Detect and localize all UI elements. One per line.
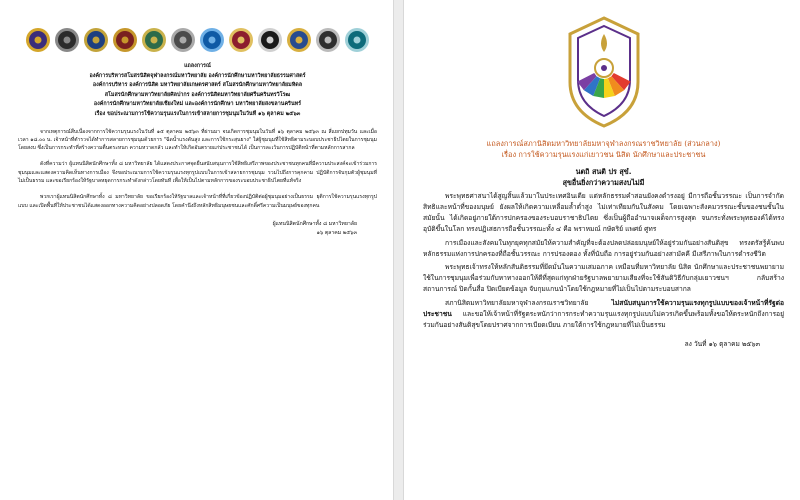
right-statement-page [403,0,800,500]
right-paragraph: การเมืองและสังคมในทุกยุคทุกสมัยให้ความสำคัญที่จะต้องปลดปล่อยมนุษย์ให้อยู่ร่วมกันอย่างสันติสุข ทรงตรัสรู้ค้นพบหลักธรรมแห่งการปกครองที่ถือชั้นวรรณะ การปรองดอง ทั้งที่นับถือ การอยู่ร่วมกันอย่างสามัคคี มีเสรีภาพในการดำรงชีวิต [423,238,784,258]
right-paragraph [423,298,784,331]
left-signature-name: ผู้แทนนิสิตนักศึกษาทั้ง ๘ มหาวิทยาลัย [272,220,357,227]
left-heading-line: แถลงการณ์ [184,63,211,69]
university-seal-b-icon [83,27,109,53]
left-heading-line: สโมสรนักศึกษามหาวิทยาลัยศิลปากร องค์การนิสิตมหาวิทยาลัยศรีนครินทรวิโรฒ [104,91,291,98]
left-heading-line: เรื่อง ขอประณามการใช้ความรุนแรงในการเข้าสลายการชุมนุมในวันที่ ๑๖ ตุลาคม ๒๕๖๓ [94,110,301,117]
right-paragraph: พระพุทธเจ้าทรงให้หลักสันติธรรมที่ยึดมั่นในความเสมอภาค เหมือนที่มหาวิทยาลัย นิสิต นักศึกษาและประชาชนพยายามใช้ในการชุมนุมเพื่อร่วมกับหาทางออกให้ดีที่สุดแก่ทุกฝ่ายรัฐบาลพยายามเสียงที่จะใช้สันติวิธีกับกลุ่มเยาวชนฯ กลับสร้างสถานการณ์ ปิดกั้นสื่อ ปิดเบียดข้อมูล จับกุมแกนนำโดยใช้กฎหมายที่ไม่เป็นไปตามระบอบสากล [423,263,784,294]
university-seal-i-icon [286,27,312,53]
university-logos-row [18,26,377,54]
right-heading-line: เรื่อง การใช้ความรุนแรงแก่เยาวชน นิสิต นักศึกษาและประชาชน [501,150,706,159]
university-seal-d-icon [141,27,167,53]
university-seal-f-icon [199,27,225,53]
university-seal-a-icon [54,27,80,53]
left-statement-heading [18,62,377,120]
left-paragraph: จากเหตุการณ์สืบเนื่องจากการใช้ความรุนแรงในวันที่ ๑๕ ตุลาคม ๒๕๖๓ ที่ผ่านมา จนเกิดการชุมนุมในวันที่ ๑๖ ตุลาคม ๒๕๖๓ ณ สี่แยกปทุมวัน และเมื่อเวลา ๑๘.๐๐ น. เจ้าหน้าที่ตำรวจได้ทำการสลายการชุมนุมด้วยการ "ฉีดน้ำแรงดันสูง และการใช้กระสุนยาง" ใส่ผู้ชุมนุมที่ใช้สิทธิตามระบอบประชาธิปไตยในการชุมนุมโดยสงบ ซึ่งเป็นการกระทำที่สร้างความตื่นตระหนก ความหวาดกลัว และทำให้เกิดอันตรายแก่ประชาชนได้ เป็นการละเว้นการปฏิบัติหน้าที่ตามหลักการสากล [18,128,377,152]
left-paragraph: พวกเราผู้แทนนิสิตนักศึกษาทั้ง ๘ มหาวิทยาลัย ขอเรียกร้องให้รัฐบาลและเจ้าหน้าที่ที่เกี่ยวข้องปฏิบัติต่อผู้ชุมนุมอย่างเป็นธรรม ยุติการใช้ความรุนแรงทุกรูปแบบ และเปิดพื้นที่ให้ประชาชนได้แสดงออกทางความคิดอย่างปลอดภัย โดยคำนึงถึงหลักสิทธิมนุษยชนและศักดิ์ศรีความเป็นมนุษย์ของทุกคน [18,194,377,209]
right-paragraph: พระพุทธศาสนาได้สูญสิ้นแล้วมาในประเทศอินเดีย แต่หลักธรรมคำสอนยังคงดำรงอยู่ มีการถือชั้นวรรณะ เป็นการจำกัดสิทธิและหน้าที่ของมนุษย์ ยังผลให้เกิดความเหลื่อมล้ำต่ำสูง ไม่เท่าเทียมกันในสังคม โดยเฉพาะสังคมวรรณะชั้นของชนชั้นในสมัยนั้น ได้เกิดอยู่ภายใต้การปกครองของระบอบราชาธิปไตย ซึ่งเป็นผู้ถืออำนาจเผด็จการสูงสุด จนกระทั่งพระพุทธองค์ได้ทรงอุบัติขึ้นในโลก ทรงปฏิเสธการถือชั้นวรรณะทั้ง ๔ คือ พราหมณ์ กษัตริย์ แพศย์ ศูทร [423,192,784,233]
university-seal-h-icon [257,27,283,53]
pali-verse: นตถิ สนติ ปร สุขํ. [575,167,632,176]
left-heading-line: องค์การบริหารสโมสรนิสิตจุฬาลงกรณ์มหาวิทยาลัย องค์การนักศึกษามหาวิทยาลัยธรรมศาสตร์ [89,72,306,79]
right-paragraph-lead: สภานิสิตมหาวิทยาลัยมหาจุฬาลงกรณราชวิทยาลัย [445,299,612,308]
university-seal-g-icon [228,27,254,53]
right-paragraph-tail: และขอให้เจ้าหน้าที่รัฐตระหนักว่าการกระทำความรุนแรงทุกรูปแบบไม่ควรเกิดขึ้นพร้อมทั้งขอให้ตระหนักถึงการอยู่ร่วมกันอย่างสันติสุขโดยปราศจากการเบียดเบียน ภายใต้การใช้กฎหมายที่ไม่เป็นธรรม [423,310,784,329]
right-opening-verse [423,166,784,188]
left-statement-page [0,0,393,500]
verse-translation: สุขอื่นยิ่งกว่าความสงบไม่มี [562,178,645,187]
emblem-icon [560,12,648,132]
left-heading-line: องค์การนักศึกษามหาวิทยาลัยเชียงใหม่ และองค์การนักศึกษา มหาวิทยาลัยสงขลานครินทร์ [93,101,302,108]
right-heading-line: แถลงการณ์สภานิสิตมหาวิทยาลัยมหาจุฬาลงกรณราชวิทยาลัย (ส่วนกลาง) [486,139,721,148]
university-seal-j-icon [315,27,341,53]
left-paragraph: ดังที่ความว่า ผู้แทนนิสิตนักศึกษาทั้ง ๘ มหาวิทยาลัย ได้แสดงประกาศจุดยืนสนับสนุนการใช้สิทธิเสรีภาพของประชาชนทุกคนที่มีความประสงค์จะเข้าร่วมการชุมนุมและแสดงความคิดเห็นทางการเมือง จึงขอประณามการใช้ความรุนแรงทุกรูปแบบในการเข้าสลายการชุมนุม รวมไปถึงการคุกคาม ปฏิบัติการจับกุมตัวผู้ชุมนุมที่ไม่เป็นธรรม และขอเรียกร้องให้รัฐบาลหยุดการกระทำดังกล่าวโดยทันที เพื่อให้เป็นไปตามหลักการของระบอบประชาธิปไตยที่แท้จริง [18,161,377,185]
right-statement-date: ลง วันที่ ๑๖ ตุลาคม ๒๕๖๓ [684,339,760,348]
student-union-logo-icon [25,27,51,53]
right-statement-heading [423,138,784,160]
university-seal-e-icon [170,27,196,53]
left-heading-line: องค์การบริหาร องค์การนิสิต มหาวิทยาลัยเกษตรศาสตร์ สโมสรนักศึกษามหาวิทยาลัยมหิดล [92,82,303,89]
right-paragraph-emphasis: ไม่สนับสนุนการใช้ความรุนแรงทุกรูปแบบของเจ้าหน้าที่รัฐต่อประชาชน [423,299,784,319]
university-seal-k-icon [344,27,370,53]
university-emblem [423,12,784,132]
university-seal-c-icon [112,27,138,53]
left-signature [18,220,377,238]
left-signature-date: ๑๖ ตุลาคม ๒๕๖๓ [316,229,357,236]
